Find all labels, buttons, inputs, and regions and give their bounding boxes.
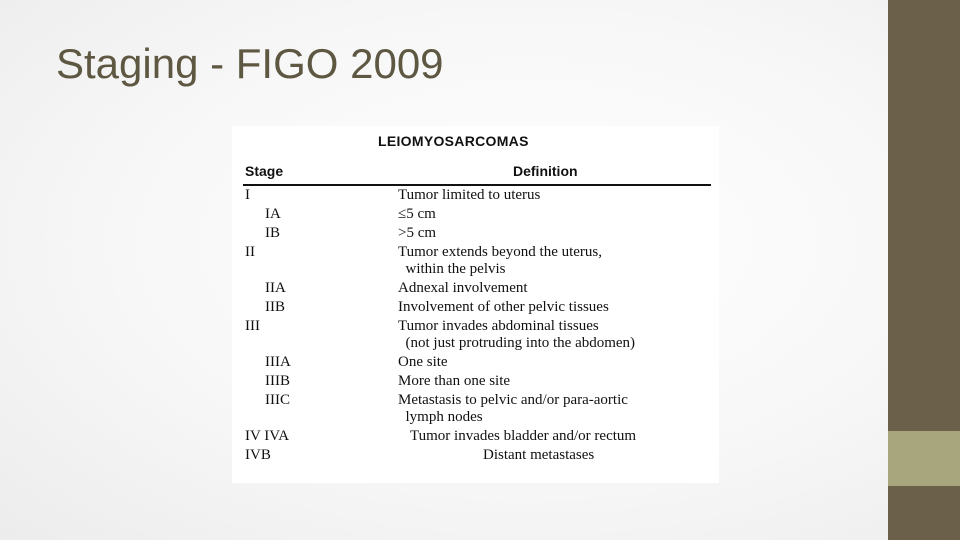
definition-cell: Distant metastases (483, 447, 595, 463)
table-row (232, 354, 719, 371)
column-header-stage: Stage (245, 163, 284, 179)
definition-cell: ≤5 cm (398, 206, 436, 222)
column-header-definition: Definition (513, 163, 578, 179)
table-row (232, 225, 719, 242)
table-row (232, 428, 719, 445)
stage-cell: II (245, 244, 255, 260)
definition-cell: Metastasis to pelvic and/or para-aortic lymph nodes (398, 392, 628, 425)
header-rule (243, 184, 711, 186)
stage-cell: IIIA (265, 354, 291, 370)
stage-cell: III (245, 318, 260, 334)
definition-cell: Tumor extends beyond the uterus, within the pelvis (398, 244, 603, 277)
definition-cell: Tumor invades abdominal tissues (not just protruding into the abdomen) (398, 318, 636, 351)
definition-cell: >5 cm (398, 225, 437, 241)
table-row (232, 447, 719, 464)
right-sidebar-accent (888, 431, 960, 486)
table-row (232, 318, 719, 352)
definition-cell: Tumor invades bladder and/or rectum (410, 428, 637, 444)
table-row (232, 299, 719, 316)
table-row (232, 373, 719, 390)
table-row (232, 187, 719, 204)
table-row (232, 280, 719, 297)
definition-cell: Adnexal involvement (398, 280, 528, 296)
stage-cell: I (245, 187, 250, 203)
table-body (232, 187, 719, 466)
definition-cell: One site (398, 354, 448, 370)
definition-cell: More than one site (398, 373, 511, 389)
table-row (232, 392, 719, 426)
staging-table (232, 126, 719, 483)
stage-cell: IA (265, 206, 281, 222)
stage-cell: IB (265, 225, 280, 241)
stage-cell: IV IVA (245, 428, 290, 444)
stage-cell: IIIC (265, 392, 290, 408)
stage-cell: IVB (245, 447, 271, 463)
stage-cell: IIA (265, 280, 286, 296)
slide-title: Staging - FIGO 2009 (56, 40, 444, 87)
definition-cell: Tumor limited to uterus (398, 187, 541, 203)
table-heading: LEIOMYOSARCOMAS (378, 133, 529, 149)
stage-cell: IIB (265, 299, 285, 315)
stage-cell: IIIB (265, 373, 290, 389)
table-row (232, 206, 719, 223)
table-row (232, 244, 719, 278)
definition-cell: Involvement of other pelvic tissues (398, 299, 609, 315)
